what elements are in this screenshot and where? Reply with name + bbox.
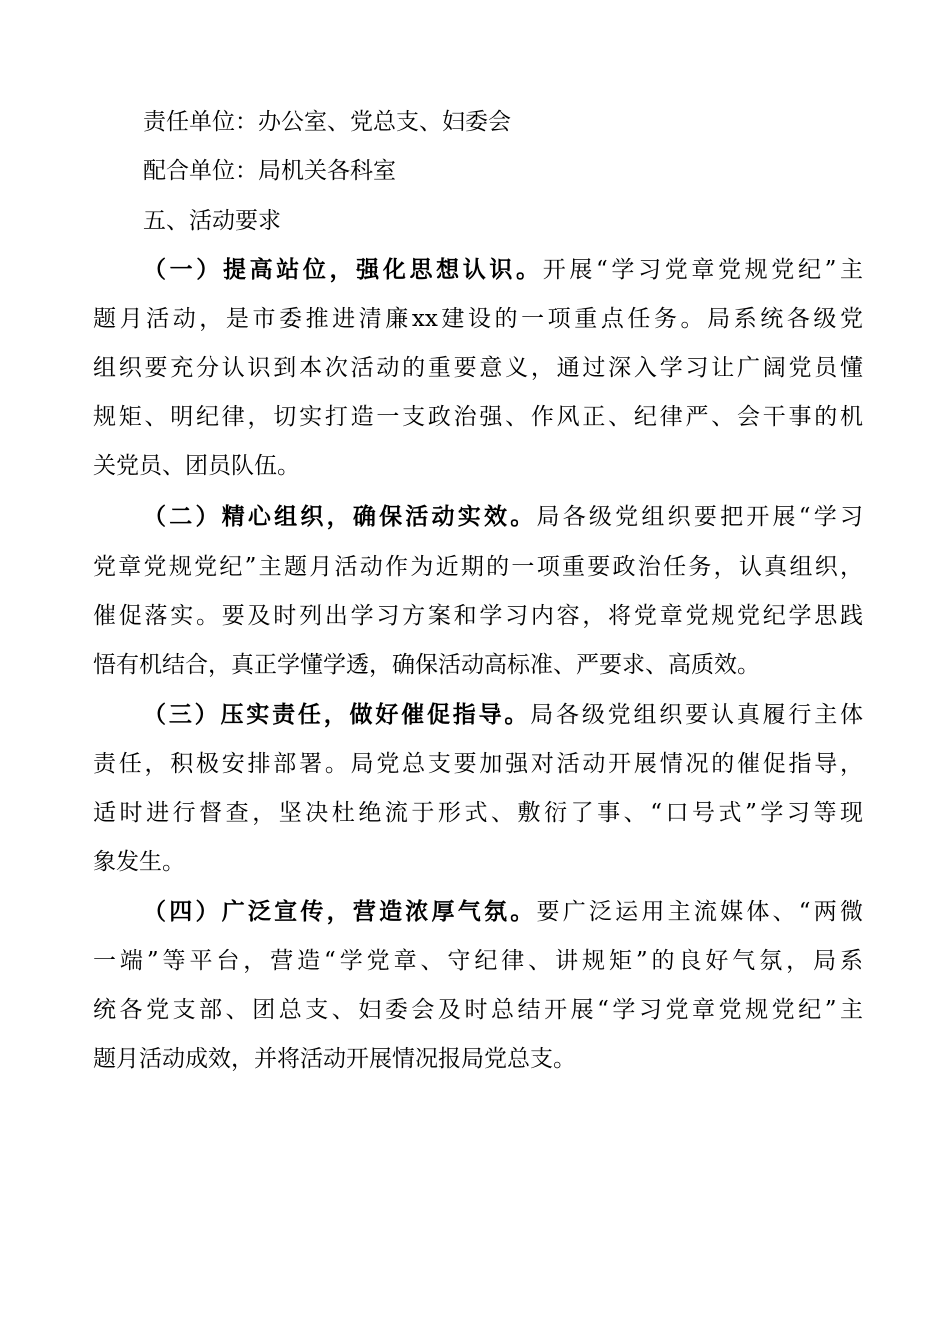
requirement-3-first-line-text: 局各级党组织要认真履行主体 — [530, 702, 864, 728]
requirement-1-heading: （一）提高站位，强化思想认识。 — [143, 256, 543, 283]
requirement-4-line-4: 题月活动成效，并将活动开展情况报局党总支。 — [93, 1046, 576, 1072]
requirement-4-first-line — [143, 894, 863, 930]
requirement-3-line-4: 象发生。 — [93, 849, 185, 875]
requirement-2-first-line — [143, 499, 863, 535]
requirement-2-first-line-text: 局各级党组织要把开展“学习 — [536, 504, 863, 530]
requirement-1-line-5: 关党员、团员队伍。 — [93, 453, 300, 479]
requirement-4-first-line-text: 要广泛运用主流媒体、“两微 — [536, 899, 863, 925]
requirement-1-first-line — [143, 252, 863, 288]
responsible-units-line: 责任单位：办公室、党总支、妇委会 — [143, 109, 511, 135]
requirement-4-heading: （四）广泛宣传，营造浓厚气氛。 — [143, 898, 537, 925]
requirement-3-heading: （三）压实责任，做好催促指导。 — [143, 701, 531, 728]
requirement-1-line-3: 组织要充分认识到本次活动的重要意义，通过深入学习让广阔党员懂 — [93, 355, 863, 381]
requirement-3-first-line — [143, 697, 863, 733]
section-title: 五、活动要求 — [143, 208, 281, 234]
requirement-4-line-3: 统各党支部、团总支、妇委会及时总结开展“学习党章党规党纪”主 — [93, 997, 863, 1023]
requirement-1-line-2: 题月活动，是市委推进清廉xx建设的一项重点任务。局系统各级党 — [93, 306, 863, 332]
requirement-2-line-2: 党章党规党纪”主题月活动作为近期的一项重要政治任务，认真组织， — [93, 554, 863, 580]
requirement-4-line-2: 一端”等平台，营造“学党章、守纪律、讲规矩”的良好气氛，局系 — [93, 948, 863, 974]
requirement-1-line-4: 规矩、明纪律，切实打造一支政治强、作风正、纪律严、会干事的机 — [93, 404, 863, 430]
requirement-3-line-3: 适时进行督查，坚决杜绝流于形式、敷衍了事、“口号式”学习等现 — [93, 800, 863, 826]
cooperating-units-line: 配合单位：局机关各科室 — [143, 158, 396, 184]
requirement-3-line-2: 责任，积极安排部署。局党总支要加强对活动开展情况的催促指导， — [93, 751, 863, 777]
requirement-2-heading: （二）精心组织，确保活动实效。 — [143, 503, 537, 530]
requirement-2-line-4: 悟有机结合，真正学懂学透，确保活动高标准、严要求、高质效。 — [93, 652, 760, 678]
requirement-2-line-3: 催促落实。要及时列出学习方案和学习内容，将党章党规党纪学思践 — [93, 603, 863, 629]
requirement-1-first-line-text: 开展“学习党章党规党纪”主 — [542, 257, 863, 283]
